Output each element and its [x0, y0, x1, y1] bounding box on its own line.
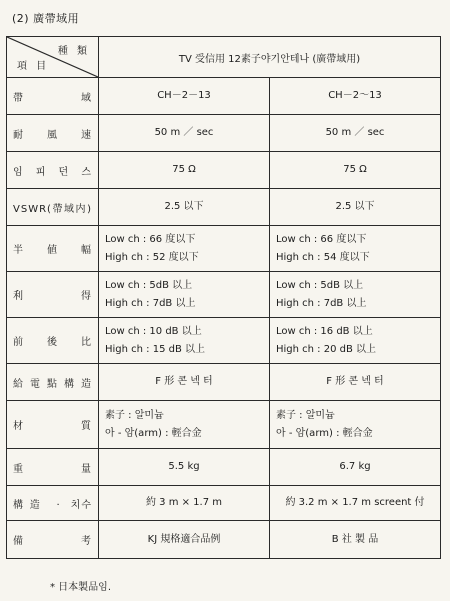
spec-value-line: 約 3 m × 1.7 m: [145, 497, 223, 508]
spec-value-col2: [270, 152, 441, 189]
spec-value-line: Low ch : 5dB 以上: [105, 279, 193, 291]
spec-value-line: Low ch : 66 度以下: [276, 233, 367, 245]
spec-value-line: 50 m ／ sec: [154, 127, 214, 138]
table-header-row: [7, 37, 441, 78]
spec-value-line: KJ 規格適合品例: [147, 533, 221, 545]
spec-value-line: High ch : 7dB 以上: [276, 297, 367, 309]
table-row: [7, 486, 441, 521]
spec-value-line: 75 Ω: [343, 164, 367, 175]
row-label: 前 後 比: [7, 318, 99, 364]
spec-value-col2: [270, 226, 441, 272]
spec-value-col1: [99, 152, 270, 189]
spec-value-line: F 形 콘 넥 터: [326, 376, 384, 387]
spec-value-col1: [99, 226, 270, 272]
spec-value-col1: [99, 115, 270, 152]
spec-value-col1: [99, 401, 270, 449]
spec-value-line: 6.7 kg: [339, 461, 371, 472]
spec-value-col1: [99, 272, 270, 318]
spec-value-col1: [99, 521, 270, 559]
spec-value-line: High ch : 52 度以下: [105, 251, 199, 263]
spec-value-line: High ch : 20 dB 以上: [276, 343, 377, 355]
item-label: 項 目: [17, 61, 50, 72]
spec-value-line: 2.5 以下: [335, 201, 375, 212]
spec-value-col1: [99, 78, 270, 115]
spec-value-line: CH－2～13: [328, 90, 382, 101]
product-header: TV 受信用 12素子야기안테나 (廣帶域用): [99, 37, 441, 78]
spec-value-line: Low ch : 10 dB 以上: [105, 325, 202, 337]
spec-value-line: High ch : 15 dB 以上: [105, 343, 206, 355]
row-label: 耐 風 速: [7, 115, 99, 152]
spec-value-line: 75 Ω: [172, 164, 196, 175]
spec-value-col2: [270, 486, 441, 521]
table-row: [7, 364, 441, 401]
spec-value-col2: [270, 189, 441, 226]
spec-value-line: 素子 : 알미늄: [276, 409, 335, 421]
table-row: [7, 318, 441, 364]
spec-value-col1: [99, 449, 270, 486]
spec-value-col1: [99, 318, 270, 364]
spec-value-line: 素子 : 알미늄: [105, 409, 164, 421]
spec-value-col2: [270, 115, 441, 152]
spec-value-col2: [270, 272, 441, 318]
table-row: [7, 115, 441, 152]
kind-label: 種 類: [57, 46, 90, 57]
spec-value-line: 5.5 kg: [168, 461, 200, 472]
table-row: [7, 449, 441, 486]
spec-value-col1: [99, 364, 270, 401]
spec-value-line: 아 - 암(arm) : 輕合金: [105, 427, 202, 439]
spec-value-col2: [270, 401, 441, 449]
spec-value-line: Low ch : 5dB 以上: [276, 279, 364, 291]
spec-table: [6, 36, 441, 559]
table-row: [7, 226, 441, 272]
row-label: 材 質: [7, 401, 99, 449]
spec-value-line: CH－2－13: [157, 90, 211, 101]
row-label: 重 量: [7, 449, 99, 486]
spec-value-line: High ch : 54 度以下: [276, 251, 370, 263]
spec-value-col2: [270, 78, 441, 115]
spec-value-line: 2.5 以下: [164, 201, 204, 212]
spec-value-col1: [99, 189, 270, 226]
header-corner-cell: [7, 37, 99, 78]
section-heading: (2) 廣帶域用: [12, 12, 80, 25]
row-label: 利 得: [7, 272, 99, 318]
row-label: 半 値 幅: [7, 226, 99, 272]
row-label: 構造 · 치수: [7, 486, 99, 521]
spec-value-line: High ch : 7dB 以上: [105, 297, 196, 309]
spec-value-line: B 社 製 品: [331, 533, 379, 545]
table-row: [7, 272, 441, 318]
row-label: 給電點構造: [7, 364, 99, 401]
table-row: [7, 78, 441, 115]
table-row: [7, 401, 441, 449]
spec-value-line: 約 3.2 m × 1.7 m screent 付: [285, 497, 425, 508]
table-row: [7, 521, 441, 559]
table-row: [7, 152, 441, 189]
spec-value-line: 50 m ／ sec: [325, 127, 385, 138]
spec-value-col2: [270, 364, 441, 401]
row-label: VSWR(帶域内): [7, 189, 99, 226]
spec-value-line: Low ch : 16 dB 以上: [276, 325, 373, 337]
table-row: [7, 189, 441, 226]
spec-value-col2: [270, 318, 441, 364]
spec-value-col2: [270, 449, 441, 486]
footnote: * 日本製品임.: [50, 582, 112, 593]
spec-value-line: F 形 콘 넥 터: [155, 376, 213, 387]
spec-value-col2: [270, 521, 441, 559]
row-label: 備 考: [7, 521, 99, 559]
row-label: 帶 域: [7, 78, 99, 115]
spec-value-line: Low ch : 66 度以下: [105, 233, 196, 245]
spec-value-line: 아 - 암(arm) : 輕合金: [276, 427, 373, 439]
row-label: 임 피 던 스: [7, 152, 99, 189]
spec-value-col1: [99, 486, 270, 521]
